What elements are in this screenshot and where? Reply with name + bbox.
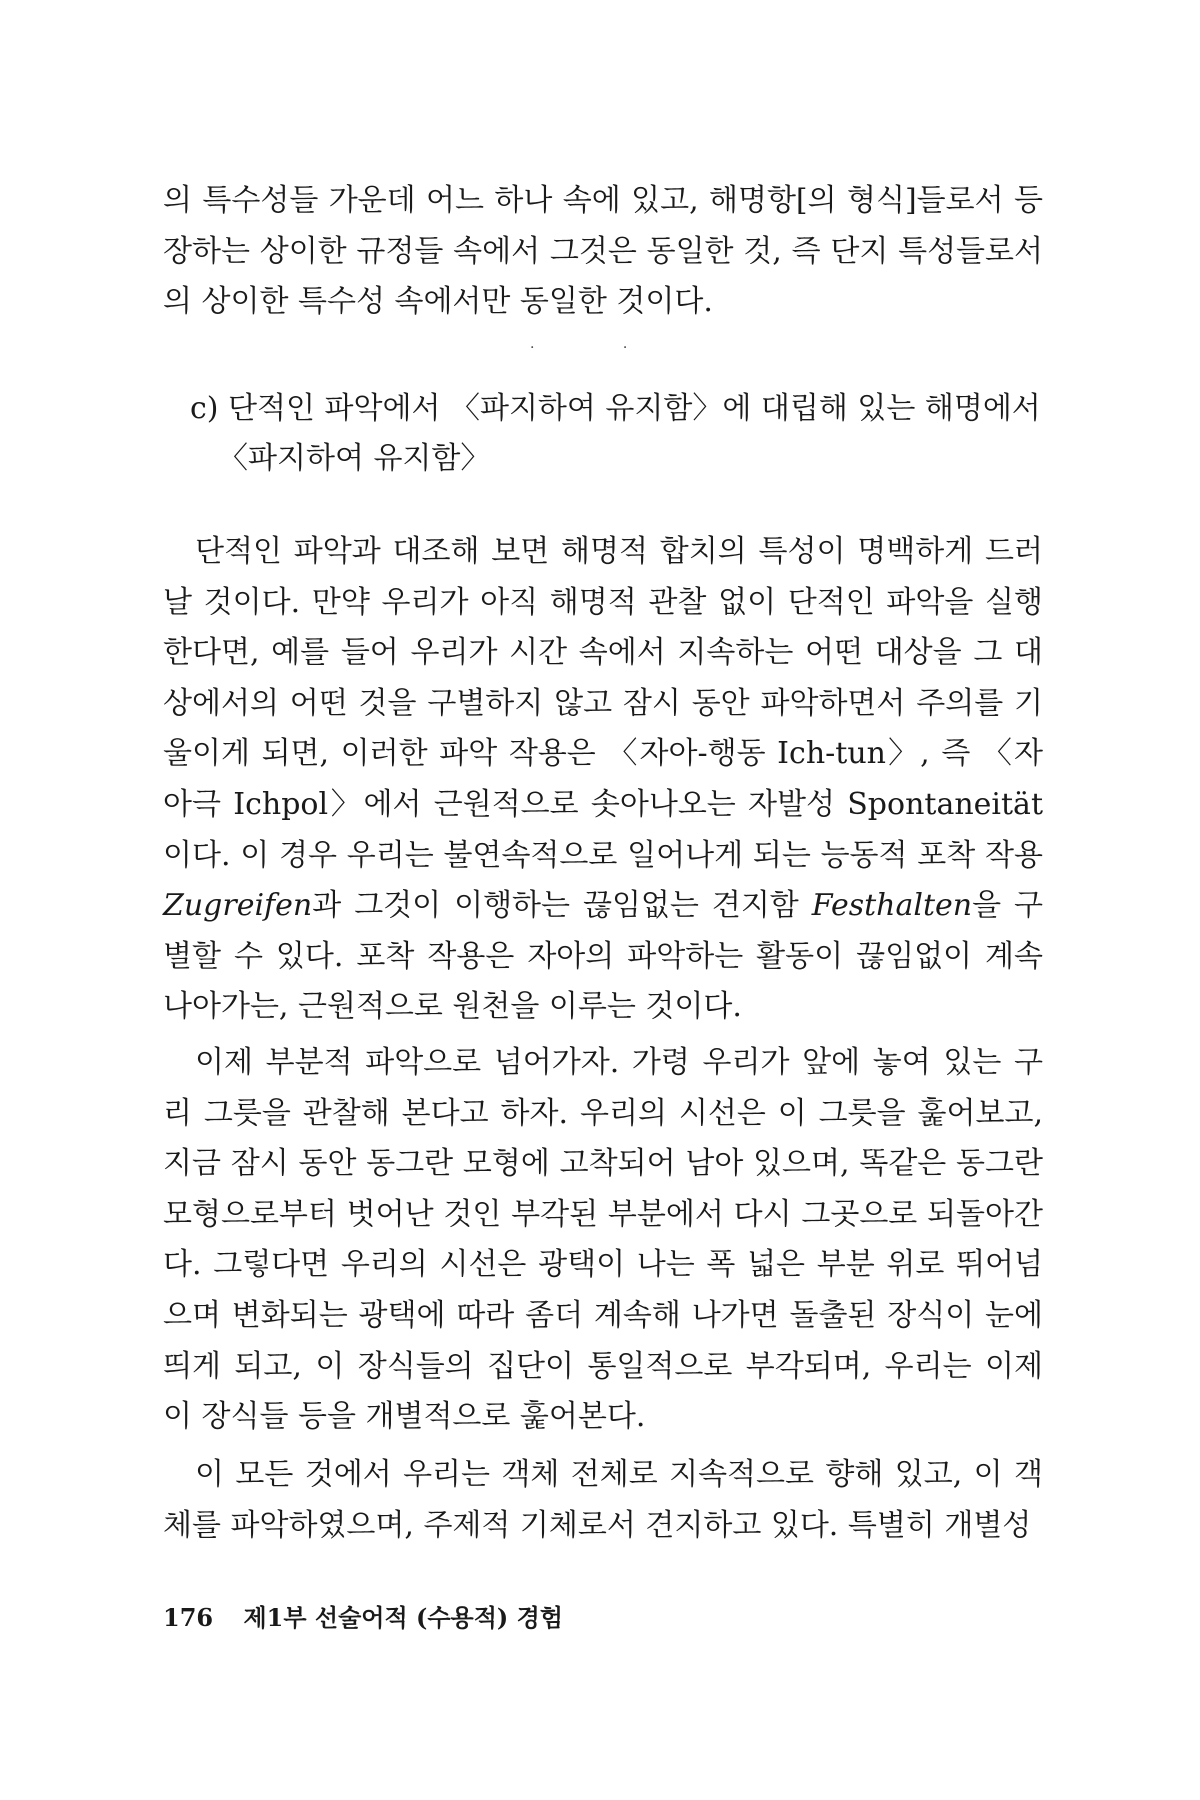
section-heading — [190, 384, 1050, 484]
section-separator: · · — [530, 340, 670, 356]
body-paragraph-1 — [163, 527, 1043, 1033]
page-number: 176 — [163, 1603, 214, 1632]
page-footer — [163, 1598, 563, 1633]
section-heading-label: c) 단적인 파악에서 〈파지하여 유지함〉에 대립해 있는 해명에서 — [190, 391, 1041, 426]
body-paragraph-2: 이제 부분적 파악으로 넘어가자. 가령 우리가 앞에 놓여 있는 구리 그릇을 관찰해 본다고 하자. 우리의 시선은 이 그릇을 훑어보고, 지금 잠시 동안 동그란 모형에 고착되어 남아 있으며, 똑같은 동그란 모형으로부터 벗어난 것인 부각된 부분에서 다시 그곳으로 되돌아간다. 그렇다면 우리의 시선은 광택이 나는 폭 넓은 부분 위로 뛰어넘으며 변화되는 광택에 따라 좀더 계속해 나가면 돌출된 장식이 눈에 띄게 되고, 이 장식들의 집단이 통일적으로 부각되며, 우리는 이제 이 장식들 등을 개별적으로 훑어본다. — [163, 1045, 1043, 1435]
continuation-paragraph: 의 특수성들 가운데 어느 하나 속에 있고, 해명항[의 형식]들로서 등장하는 상이한 규정들 속에서 그것은 동일한 것, 즉 단지 특성들로서의 상이한 특수성 속에서만 동일한 것이다. — [163, 183, 1043, 320]
paragraph-1-text-a: 단적인 파악과 대조해 보면 해명적 합치의 특성이 명백하게 드러날 것이다. 만약 우리가 아직 해명적 관찰 없이 단적인 파악을 실행한다면, 예를 들어 우리가 시간 속에서 지속하는 어떤 대상을 그 대상에서의 어떤 것을 구별하지 않고 잠시 동안 파악하면서 주의를 기울이게 되면, 이러한 파악 작용은 〈자아-행동 Ich-tun〉, 즉 〈자아극 Ichpol〉에서 근원적으로 솟아나오는 자발성 Spontaneität이다. 이 경우 우리는 불연속적으로 일어나게 되는 능동적 포착 작용 — [163, 534, 1043, 873]
running-title: 제1부 선술어적 (수용적) 경험 — [243, 1603, 563, 1632]
paragraph-1-text-c: 을 구별할 수 있다. 포착 작용은 자아의 파악하는 활동이 끊임없이 계속 나아가는, 근원적으로 원천을 이루는 것이다. — [163, 888, 1043, 1025]
paragraph-1-text-b: 과 그것이 이행하는 끊임없는 견지함 — [312, 888, 812, 924]
term-zugreifen: Zugreifen — [163, 888, 313, 924]
section-heading-label-continued: 〈파지하여 유지함〉 — [218, 441, 491, 476]
term-festhalten: Festhalten — [811, 888, 973, 924]
body-paragraph-3: 이 모든 것에서 우리는 객체 전체로 지속적으로 향해 있고, 이 객체를 파악하였으며, 주제적 기체로서 견지하고 있다. 특별히 개별성 — [163, 1457, 1043, 1543]
